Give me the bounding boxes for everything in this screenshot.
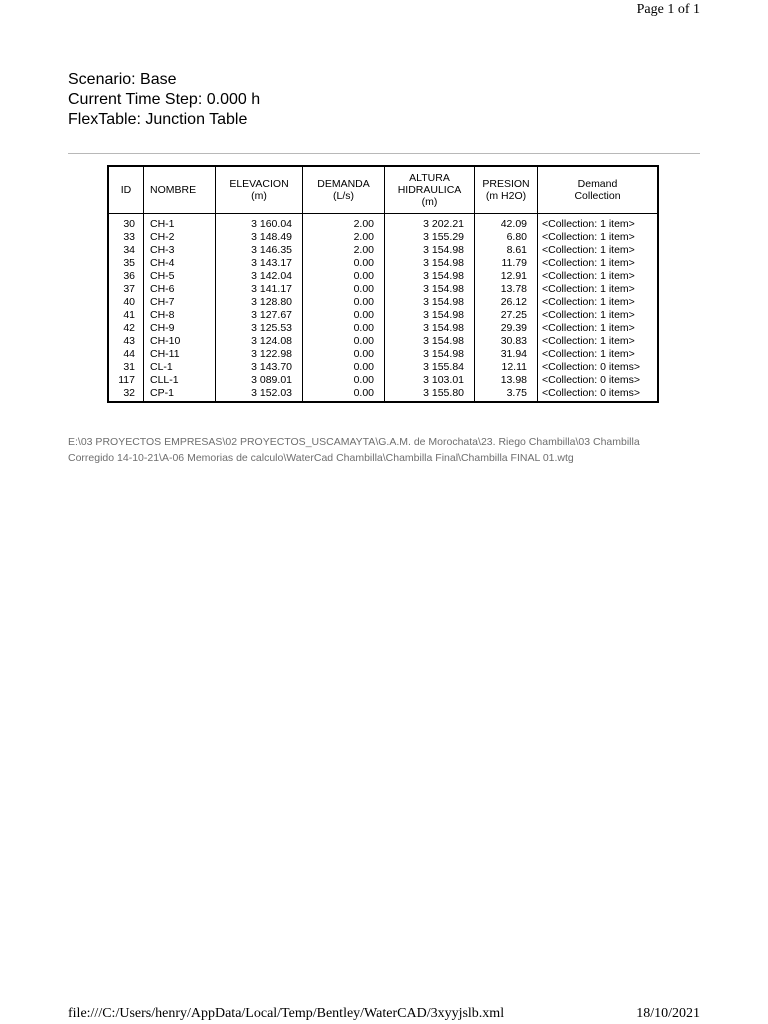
cell-elevacion: 3 160.04 [216, 214, 303, 232]
cell-altura-hidraulica: 3 154.98 [385, 296, 475, 309]
cell-altura-hidraulica: 3 202.21 [385, 214, 475, 232]
cell-altura-hidraulica: 3 103.01 [385, 374, 475, 387]
column-header-line: ALTURA [409, 172, 450, 184]
column-header-line: ID [120, 184, 132, 196]
column-header-line: (L/s) [333, 190, 354, 202]
cell-nombre: CH-5 [144, 270, 216, 283]
scenario-label: Scenario: Base [68, 71, 177, 88]
cell-presion: 26.12 [475, 296, 538, 309]
cell-demand-collection: <Collection: 1 item> [538, 214, 659, 232]
column-header-line: DEMANDA [317, 178, 370, 190]
cell-nombre: CH-3 [144, 244, 216, 257]
cell-altura-hidraulica: 3 155.80 [385, 387, 475, 402]
file-path-line-1: E:\03 PROYECTOS EMPRESAS\02 PROYECTOS_USCAMAYTA\G.A.M. de Morochata\23. Riego Chambilla\03 Chambilla [68, 436, 640, 448]
footer-file-url: file:///C:/Users/henry/AppData/Local/Temp/Bentley/WaterCAD/3xyyjslb.xml [68, 1006, 505, 1021]
cell-id: 33 [108, 231, 144, 244]
cell-nombre: CH-6 [144, 283, 216, 296]
column-header-line: Collection [574, 190, 621, 202]
column-header-line: Demand [577, 178, 618, 190]
cell-elevacion: 3 146.35 [216, 244, 303, 257]
cell-nombre: CH-7 [144, 296, 216, 309]
cell-id: 34 [108, 244, 144, 257]
column-header-line: NOMBRE [150, 184, 197, 196]
cell-nombre: CL-1 [144, 361, 216, 374]
cell-id: 41 [108, 309, 144, 322]
cell-demanda: 0.00 [303, 361, 385, 374]
header-divider [68, 153, 700, 154]
table-row [108, 374, 658, 387]
cell-demanda: 0.00 [303, 348, 385, 361]
cell-elevacion: 3 125.53 [216, 322, 303, 335]
cell-elevacion: 3 124.08 [216, 335, 303, 348]
cell-altura-hidraulica: 3 154.98 [385, 348, 475, 361]
table-row [108, 231, 658, 244]
cell-demanda: 2.00 [303, 244, 385, 257]
cell-demanda: 0.00 [303, 296, 385, 309]
cell-presion: 3.75 [475, 387, 538, 402]
table-row [108, 296, 658, 309]
cell-elevacion: 3 128.80 [216, 296, 303, 309]
table-header-row [108, 166, 658, 214]
column-header-line: PRESION [482, 178, 530, 190]
cell-demand-collection: <Collection: 1 item> [538, 231, 659, 244]
column-header-line: (m) [251, 190, 267, 202]
cell-demand-collection: <Collection: 0 items> [538, 387, 659, 402]
cell-presion: 11.79 [475, 257, 538, 270]
column-header-line: (m) [421, 196, 438, 208]
file-path-line-2: Corregido 14-10-21\A-06 Memorias de calculo\WaterCad Chambilla\Chambilla Final\Chambilla FINAL 01.wtg [68, 452, 574, 464]
cell-demand-collection: <Collection: 0 items> [538, 361, 659, 374]
cell-demand-collection: <Collection: 1 item> [538, 322, 659, 335]
cell-demanda: 0.00 [303, 270, 385, 283]
cell-nombre: CH-4 [144, 257, 216, 270]
cell-demanda: 0.00 [303, 387, 385, 402]
cell-elevacion: 3 143.17 [216, 257, 303, 270]
cell-elevacion: 3 141.17 [216, 283, 303, 296]
cell-presion: 6.80 [475, 231, 538, 244]
cell-presion: 30.83 [475, 335, 538, 348]
cell-altura-hidraulica: 3 154.98 [385, 322, 475, 335]
cell-presion: 12.11 [475, 361, 538, 374]
column-header-nombre [144, 166, 216, 214]
cell-demand-collection: <Collection: 1 item> [538, 309, 659, 322]
table-row [108, 387, 658, 402]
file-path-text [68, 434, 708, 466]
cell-presion: 42.09 [475, 214, 538, 232]
cell-demand-collection: <Collection: 1 item> [538, 244, 659, 257]
cell-nombre: CH-11 [144, 348, 216, 361]
cell-nombre: CH-2 [144, 231, 216, 244]
cell-demand-collection: <Collection: 1 item> [538, 335, 659, 348]
column-header-altura-hidraulica [385, 166, 475, 214]
cell-altura-hidraulica: 3 154.98 [385, 309, 475, 322]
cell-demanda: 0.00 [303, 283, 385, 296]
cell-demand-collection: <Collection: 1 item> [538, 296, 659, 309]
cell-demanda: 0.00 [303, 322, 385, 335]
cell-demanda: 0.00 [303, 335, 385, 348]
cell-elevacion: 3 148.49 [216, 231, 303, 244]
table-row [108, 214, 658, 232]
page-number: Page 1 of 1 [636, 2, 700, 17]
cell-elevacion: 3 127.67 [216, 309, 303, 322]
cell-demanda: 0.00 [303, 374, 385, 387]
cell-nombre: CH-8 [144, 309, 216, 322]
cell-nombre: CH-10 [144, 335, 216, 348]
cell-altura-hidraulica: 3 154.98 [385, 244, 475, 257]
cell-nombre: CH-9 [144, 322, 216, 335]
cell-nombre: CH-1 [144, 214, 216, 232]
cell-nombre: CLL-1 [144, 374, 216, 387]
cell-elevacion: 3 122.98 [216, 348, 303, 361]
table-row [108, 283, 658, 296]
cell-altura-hidraulica: 3 155.29 [385, 231, 475, 244]
cell-elevacion: 3 143.70 [216, 361, 303, 374]
column-header-line: ELEVACION [229, 178, 289, 190]
cell-demand-collection: <Collection: 1 item> [538, 283, 659, 296]
cell-id: 37 [108, 283, 144, 296]
cell-elevacion: 3 089.01 [216, 374, 303, 387]
column-header-presion [475, 166, 538, 214]
column-header-id [108, 166, 144, 214]
column-header-elevacion [216, 166, 303, 214]
table-row [108, 322, 658, 335]
flextable-label: FlexTable: Junction Table [68, 111, 248, 128]
cell-demanda: 0.00 [303, 257, 385, 270]
cell-elevacion: 3 152.03 [216, 387, 303, 402]
cell-id: 42 [108, 322, 144, 335]
cell-id: 32 [108, 387, 144, 402]
column-header-demand-collection [538, 166, 659, 214]
cell-demand-collection: <Collection: 1 item> [538, 257, 659, 270]
cell-demanda: 0.00 [303, 309, 385, 322]
footer-date: 18/10/2021 [636, 1006, 700, 1021]
cell-presion: 8.61 [475, 244, 538, 257]
cell-id: 44 [108, 348, 144, 361]
cell-id: 117 [108, 374, 144, 387]
report-header [68, 70, 260, 130]
table-body [108, 214, 658, 403]
cell-demanda: 2.00 [303, 231, 385, 244]
cell-presion: 13.78 [475, 283, 538, 296]
cell-nombre: CP-1 [144, 387, 216, 402]
cell-presion: 27.25 [475, 309, 538, 322]
table-row [108, 361, 658, 374]
table-row [108, 244, 658, 257]
column-header-line: (m H2O) [485, 190, 527, 202]
column-header-line: HIDRAULICA [397, 184, 462, 196]
cell-presion: 31.94 [475, 348, 538, 361]
cell-presion: 13.98 [475, 374, 538, 387]
cell-demand-collection: <Collection: 1 item> [538, 270, 659, 283]
column-header-demanda [303, 166, 385, 214]
cell-altura-hidraulica: 3 155.84 [385, 361, 475, 374]
cell-id: 35 [108, 257, 144, 270]
cell-id: 40 [108, 296, 144, 309]
cell-id: 43 [108, 335, 144, 348]
cell-altura-hidraulica: 3 154.98 [385, 283, 475, 296]
cell-presion: 29.39 [475, 322, 538, 335]
cell-demand-collection: <Collection: 1 item> [538, 348, 659, 361]
cell-altura-hidraulica: 3 154.98 [385, 270, 475, 283]
table-row [108, 270, 658, 283]
table-row [108, 309, 658, 322]
cell-id: 31 [108, 361, 144, 374]
cell-id: 36 [108, 270, 144, 283]
table-row [108, 257, 658, 270]
table-row [108, 348, 658, 361]
cell-altura-hidraulica: 3 154.98 [385, 257, 475, 270]
cell-elevacion: 3 142.04 [216, 270, 303, 283]
time-step-label: Current Time Step: 0.000 h [68, 91, 261, 108]
cell-altura-hidraulica: 3 154.98 [385, 335, 475, 348]
table-row [108, 335, 658, 348]
cell-id: 30 [108, 214, 144, 232]
cell-presion: 12.91 [475, 270, 538, 283]
junction-table [107, 165, 659, 403]
cell-demand-collection: <Collection: 0 items> [538, 374, 659, 387]
junction-table-container [107, 165, 659, 403]
cell-demanda: 2.00 [303, 214, 385, 232]
